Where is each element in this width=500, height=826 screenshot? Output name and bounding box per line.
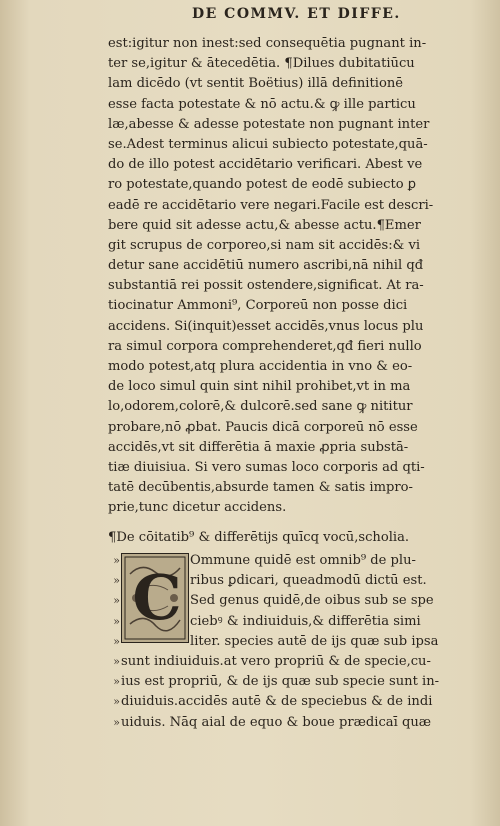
quote-marker: »: [113, 614, 120, 628]
text-line: accidens. Si(inquit)esset accidēs,vnus locus plu: [108, 318, 424, 334]
text-line: ribus ꝑdicari, queadmodū dictū est.: [190, 573, 427, 589]
text-line: Sed genus quidē,de oibus sub se spe: [190, 593, 434, 609]
quotation-marks-column: [100, 551, 120, 733]
text-line: tatē decūbentis,absurde tamen & satis impro-: [108, 480, 413, 496]
quote-marker: »: [113, 654, 120, 668]
text-line: modo potest,atq plura accidentia in vno & eo-: [108, 359, 413, 374]
text-line: do de illo potest accidētario verificari. Abest ve: [108, 157, 423, 173]
text-line: ra simul corpora comprehenderet,qđ fieri nullo: [108, 338, 422, 354]
text-line: probare,nō ꝓbat. Paucis dicā corporeū nō esse: [108, 419, 418, 435]
text-line: læ,abesse & adesse potestate non pugnant inter: [108, 116, 430, 132]
text-line: est:igitur non inest:sed consequētia pugnant in-: [108, 36, 427, 51]
text-line: de loco simul quin sint nihil prohibet,vt in ma: [108, 379, 411, 395]
text-line: ciebꝰ & indiuiduis,& differētia simi: [190, 613, 421, 629]
text-line: accidēs,vt sit differētia ā maxie ꝓpria substā-: [108, 439, 409, 455]
text-line: bere quid sit adesse actu,& abesse actu.¶Emer: [108, 217, 421, 233]
scholia-text: [121, 652, 481, 733]
quote-marker: »: [113, 675, 120, 689]
text-line: lam dicēdo (vt sentit Boëtius) illā definitionē: [108, 76, 404, 92]
scholia-text-beside-initial: [190, 551, 480, 652]
initial-letter: C: [132, 561, 182, 634]
text-line: Ommune quidē est omnib⁹ de plu-: [190, 553, 416, 568]
decorated-initial: [121, 553, 189, 643]
text-line: diuiduis.accidēs autē & de speciebus & de indi: [121, 694, 433, 710]
text-line: substantiā rei possit ostendere,significat. At ra-: [108, 278, 424, 294]
text-line: esse facta potestate & nō actu.& ꝙ ille particu: [108, 96, 416, 112]
text-line: ro potestate,quando potest de eodē subiecto ꝑ: [108, 177, 417, 193]
text-line: prie,tunc dicetur accidens.: [108, 500, 287, 516]
text-line: uiduis. Nāq aial de equo & boue prædicaī quæ: [121, 714, 432, 730]
running-header: DE COMMV. ET DIFFE.: [192, 6, 401, 22]
text-line: sunt indiuiduis.at vero propriū & de specie,cu-: [121, 654, 431, 669]
quote-marker: »: [113, 715, 120, 729]
text-line: git scrupus de corporeo,si nam sit accidēs:& vi: [108, 237, 421, 253]
text-line: eadē re accidētario vere negari.Facile est descri-: [108, 197, 434, 213]
text-line: ius est propriū, & de ijs quæ sub specie sunt in-: [121, 674, 440, 690]
quote-marker: »: [113, 594, 120, 608]
text-line: tiocinatur Ammoni⁹, Corporeū non posse dici: [108, 298, 408, 314]
quote-marker: »: [113, 695, 120, 709]
scholia-heading: ¶De cōitatib⁹ & differētijs quīcq vocū,scholia.: [108, 530, 410, 545]
text-line: ter se,igitur & ātecedētia. ¶Dilues dubitatiūcu: [108, 56, 415, 72]
text-line: lo,odorem,colorē,& dulcorē.sed sane ꝙ nititur: [108, 399, 413, 415]
quote-marker: »: [113, 634, 120, 648]
main-text: [108, 34, 480, 519]
quote-marker: »: [113, 574, 120, 588]
text-line: se.Adest terminus alicui subiecto potestate,quā-: [108, 136, 428, 152]
quote-marker: »: [113, 554, 120, 567]
text-line: tiæ diuisiua. Si vero sumas loco corporis ad qti-: [108, 459, 425, 475]
text-line: detur sane accidētiū numero ascribi,nā nihil qđ: [108, 258, 424, 274]
text-line: liter. species autē de ijs quæ sub ipsa: [190, 633, 439, 649]
